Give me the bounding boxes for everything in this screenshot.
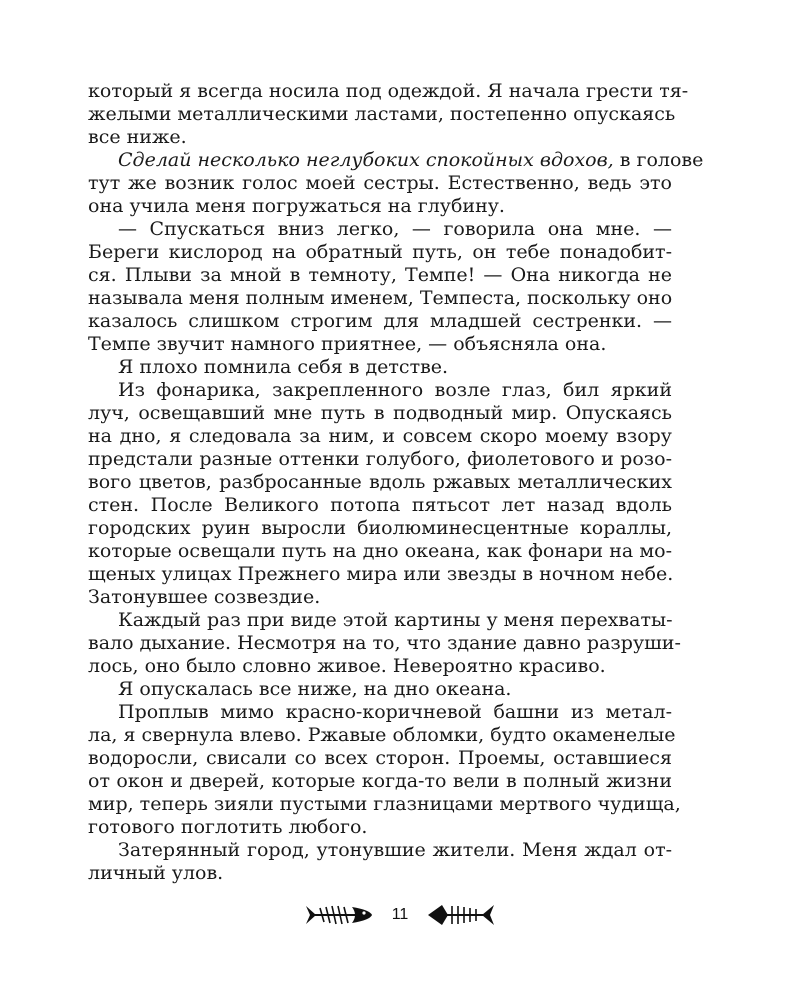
paragraph (88, 678, 672, 701)
page-footer (0, 900, 800, 930)
fish-skeleton-icon (304, 902, 374, 928)
text-line: она учила меня погружаться на глубину. (88, 195, 505, 217)
text-line: Я опускалась все ниже, на дно океана. (118, 678, 512, 700)
text-line: лось, оно было словно живое. Невероятно красиво. (88, 655, 606, 677)
fish-skeleton-icon (426, 902, 496, 928)
text-line: который я всегда носила под одеждой. Я начала грести тя- (88, 80, 689, 102)
text-line: городских руин выросли биолюминесцентные кораллы, (88, 517, 672, 539)
text-line: желыми металлическими ластами, постепенно опускаясь (88, 103, 676, 125)
text-line: Проплыв мимо красно-коричневой башни из метал- (118, 701, 672, 723)
text-line: Затонувшее созвездие. (88, 586, 321, 608)
text-line: мир, теперь зияли пустыми глазницами мертвого чудища, (88, 793, 681, 815)
text-line: — Спускаться вниз легко, — говорила она мне. — (118, 218, 672, 240)
text-line: предстали разные оттенки голубого, фиолетового и розо- (88, 448, 672, 470)
text-line: Я плохо помнила себя в детстве. (118, 356, 449, 378)
paragraph (88, 839, 672, 885)
text-line: Из фонарика, закрепленного возле глаз, бил яркий (118, 379, 672, 401)
paragraph (88, 356, 672, 379)
text-line: все ниже. (88, 126, 187, 148)
text-line: называла меня полным именем, Темпеста, поскольку оно (88, 287, 673, 309)
paragraph (88, 609, 681, 678)
paragraph (88, 701, 681, 839)
text-line: водоросли, свисали со всех сторон. Проемы, оставшиеся (88, 747, 672, 769)
text-line: казалось слишком строгим для младшей сестренки. — (88, 310, 672, 332)
text-line-rest: в голове (613, 149, 704, 171)
paragraph (88, 149, 704, 218)
text-line: тут же возник голос моей сестры. Естественно, ведь это (88, 172, 672, 194)
paragraph (88, 218, 672, 356)
paragraph (88, 80, 689, 149)
text-line: вало дыхание. Несмотря на то, что здание давно разруши- (88, 632, 681, 654)
page-number: 11 (391, 906, 409, 923)
text-line: Затерянный город, утонувшие жители. Меня ждал от- (118, 839, 672, 861)
text-line (88, 149, 704, 172)
text-line: личный улов. (88, 862, 224, 884)
text-line: ся. Плыви за мной в темноту, Темпе! — Она никогда не (88, 264, 672, 286)
text-line: луч, освещавший мне путь в подводный мир. Опускаясь (88, 402, 672, 424)
text-line: Каждый раз при виде этой картины у меня перехваты- (118, 609, 673, 631)
text-line: Темпе звучит намного приятнее, — объясняла она. (88, 333, 607, 355)
text-line: ла, я свернула влево. Ржавые обломки, будто окаменелые (88, 724, 676, 746)
text-line: от окон и дверей, которые когда-то вели в полный жизни (88, 770, 672, 792)
text-line: стен. После Великого потопа пятьсот лет назад вдоль (88, 494, 672, 516)
text-line: щеных улицах Прежнего мира или звезды в ночном небе. (88, 563, 674, 585)
italic-thought: Сделай несколько неглубоких спокойных вдохов, (118, 149, 614, 171)
text-line: на дно, я следовала за ним, и совсем скоро моему взору (88, 425, 672, 447)
text-line: готового поглотить любого. (88, 816, 368, 838)
text-line: Береги кислород на обратный путь, он тебе понадобит- (88, 241, 672, 263)
text-line: вого цветов, разбросанные вдоль ржавых металлических (88, 471, 672, 493)
page-body (88, 80, 704, 885)
paragraph (88, 379, 672, 609)
text-line: которые освещали путь на дно океана, как фонари на мо- (88, 540, 672, 562)
